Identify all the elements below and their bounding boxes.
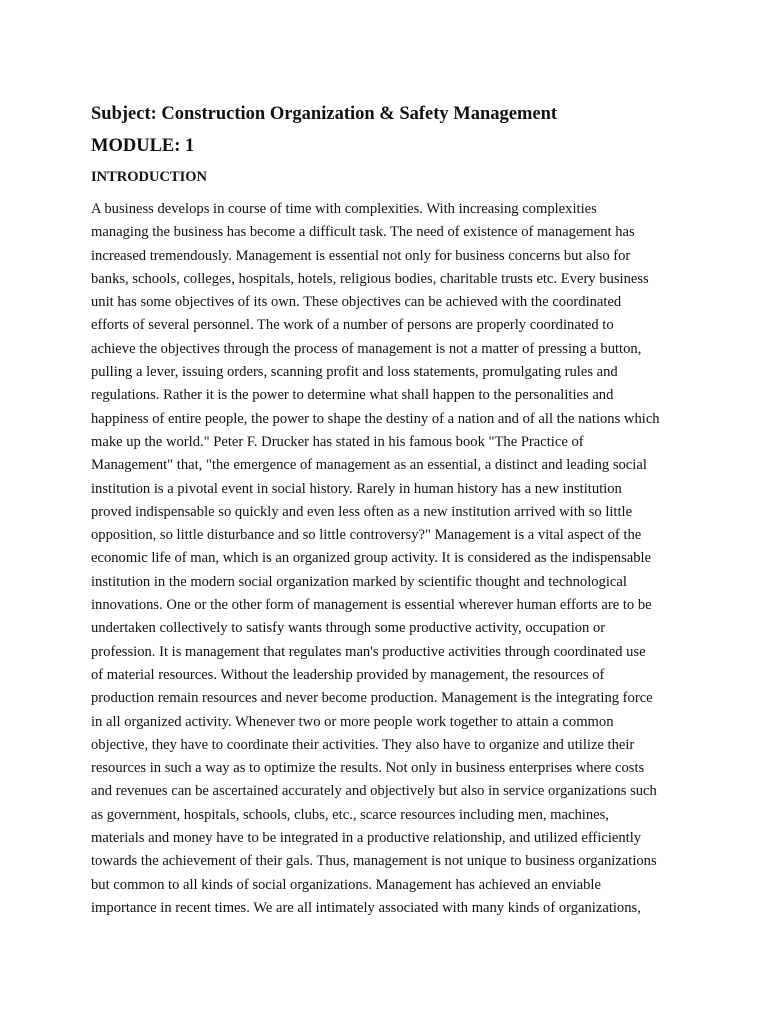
module-heading: MODULE: 1 [91,136,195,156]
body-line: profession. It is management that regulates man's productive activities through coordinated use [91,643,646,660]
body-line: happiness of entire people, the power to shape the destiny of a nation and of all the nations which [91,410,660,427]
body-line: production remain resources and never become production. Management is the integrating force [91,690,653,707]
body-line: economic life of man, which is an organized group activity. It is considered as the indispensable [91,550,652,567]
subject-heading: Subject: Construction Organization & Safety Management [91,104,558,124]
body-line: achieve the objectives through the process of management is not a matter of pressing a button, [91,340,642,357]
body-line: regulations. Rather it is the power to determine what shall happen to the personalities and [91,387,614,404]
body-line: banks, schools, colleges, hospitals, hotels, religious bodies, charitable trusts etc. Every business [91,270,649,287]
body-line: as government, hospitals, schools, clubs, etc., scarce resources including men, machines, [91,806,609,823]
body-line: make up the world." Peter F. Drucker has stated in his famous book "The Practice of [91,433,584,450]
body-line: unit has some objectives of its own. These objectives can be achieved with the coordinated [91,294,622,311]
body-paragraph [91,198,691,920]
body-line: opposition, so little disturbance and so little controversy?" Management is a vital aspect of the [91,527,642,544]
body-line: A business develops in course of time with complexities. With increasing complexities [91,201,597,217]
body-line: pulling a lever, issuing orders, scanning profit and loss statements, promulgating rules and [91,364,618,381]
body-line: in all organized activity. Whenever two or more people work together to attain a common [91,713,614,730]
body-line: undertaken collectively to satisfy wants through some productive activity, occupation or [91,620,606,637]
body-line: and revenues can be ascertained accurately and objectively but also in service organizations such [91,783,657,800]
body-line: objective, they have to coordinate their activities. They also have to organize and utilize their [91,736,635,753]
section-heading: INTRODUCTION [91,169,208,185]
body-line: Management" that, "the emergence of management as an essential, a distinct and leading social [91,457,647,474]
body-line: proved indispensable so quickly and even less often as a new institution arrived with so little [91,503,633,520]
body-line: efforts of several personnel. The work of a number of persons are properly coordinated to [91,317,614,334]
body-line: managing the business has become a difficult task. The need of existence of management has [91,224,635,241]
body-line: but common to all kinds of social organizations. Management has achieved an enviable [91,876,601,893]
body-line: materials and money have to be integrated in a productive relationship, and utilized efficiently [91,830,642,847]
body-line: importance in recent times. We are all intimately associated with many kinds of organizations, [91,899,641,916]
body-line: institution is a pivotal event in social history. Rarely in human history has a new institution [91,480,622,497]
body-line: of material resources. Without the leadership provided by management, the resources of [91,666,605,683]
body-line: increased tremendously. Management is essential not only for business concerns but also for [91,247,631,264]
body-line: institution in the modern social organization marked by scientific thought and technological [91,573,627,590]
body-line: innovations. One or the other form of management is essential wherever human efforts are to be [91,597,652,614]
body-line: towards the achievement of their gals. Thus, management is not unique to business organizations [91,853,657,870]
body-line: resources in such a way as to optimize the results. Not only in business enterprises where costs [91,760,645,777]
